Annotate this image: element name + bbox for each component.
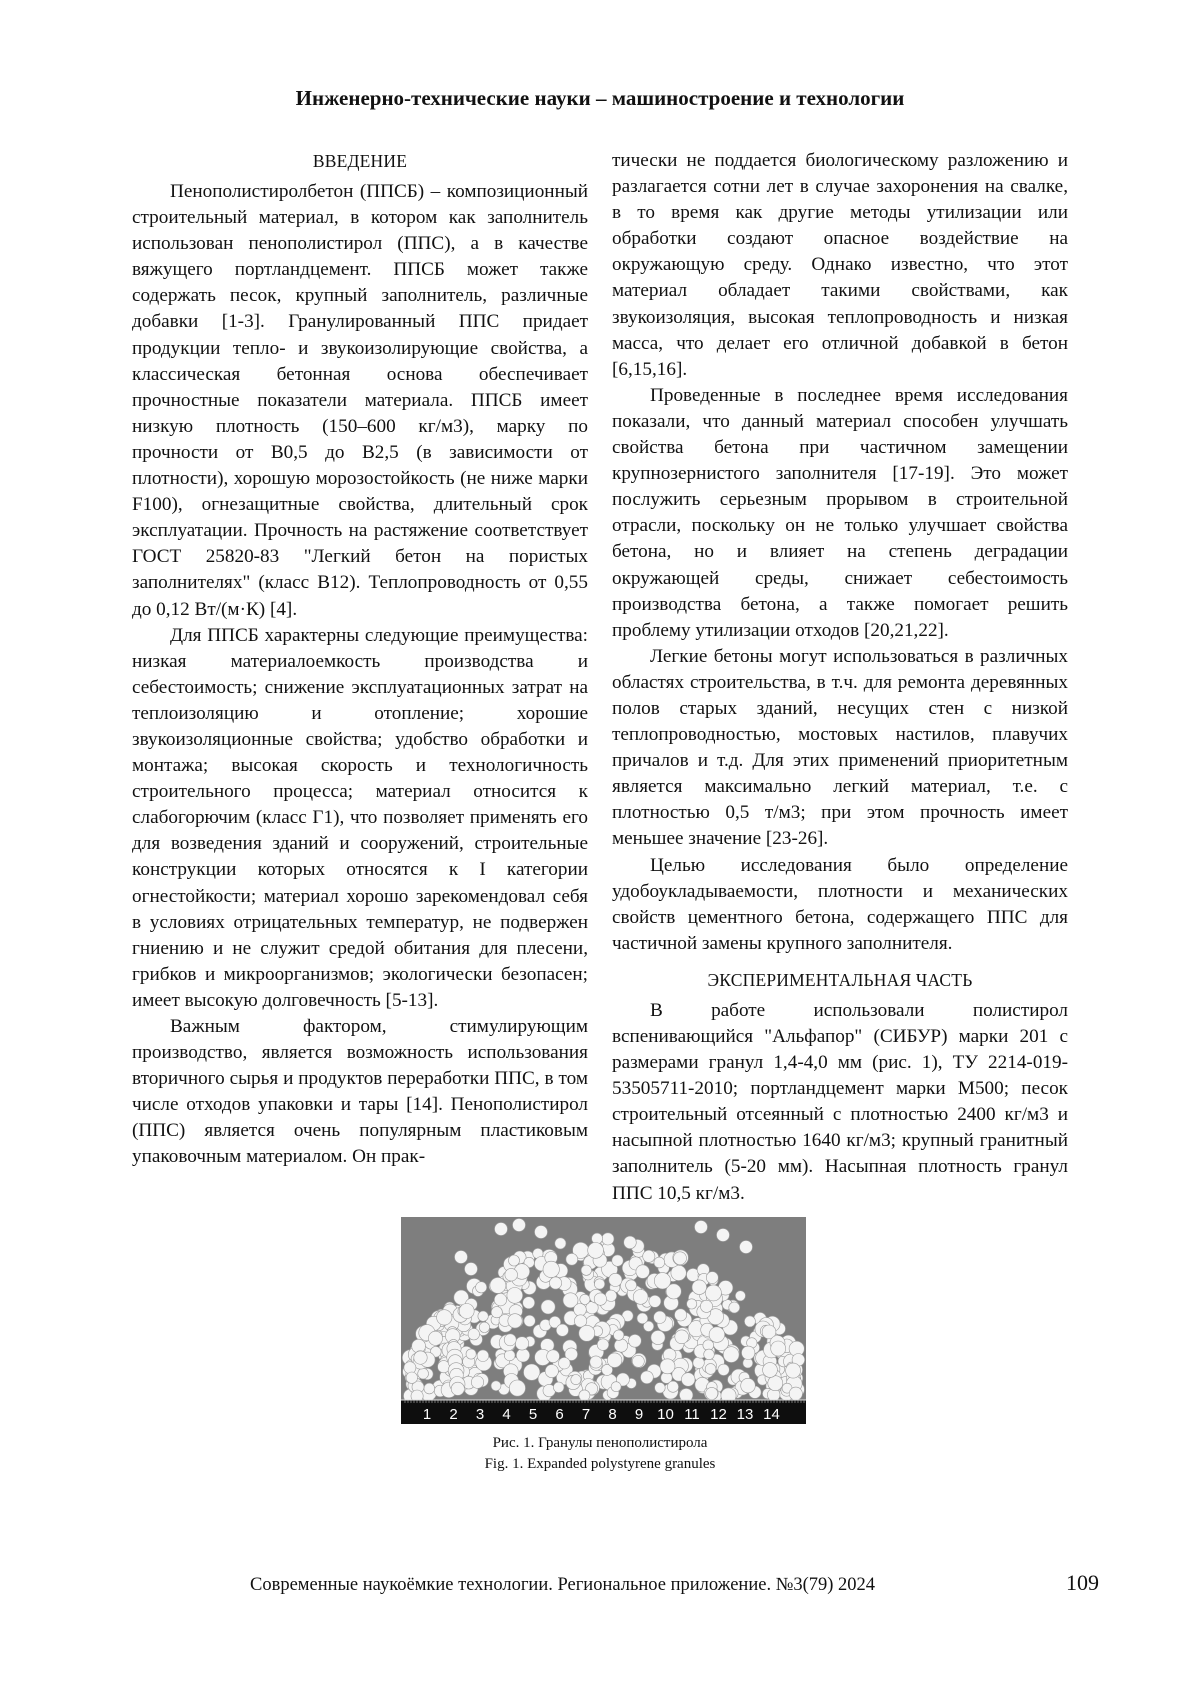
granule [611, 1382, 621, 1392]
granule [509, 1380, 525, 1396]
granule [605, 1290, 616, 1301]
ruler-label: 5 [528, 1406, 538, 1423]
paragraph: Пенополистиролбетон (ППСБ) – композиционный строительный материал, в котором как заполнитель использован пенополистирол (ППС), а в качестве вяжущего портландцемент. ППСБ может также содержать песок, крупный заполнитель, различные добавки [1-3]. Гранулированный ППС придает продукции тепло- и звукоизолирующие свойства, а классическая бетонная основа обеспечивает прочностные показатели материала. ППСБ имеет низкую плотность (150–600 кг/м3), марку по прочности от В0,5 до В2,5 (в зависимости от плотности), хорошую морозостойкость (не ниже марки F100), огнезащитные свойства, длительный срок эксплуатации. Прочность на растяжение соответствует ГОСТ 25820-83 "Легкий бетон на пористых заполнителях" (класс В12). Теплопроводность от 0,55 до 0,12 Вт/(м·К) [4]. [132, 181, 588, 620]
section-heading-introduction: ВВЕДЕНИЕ [312, 151, 408, 171]
granule [588, 1243, 604, 1259]
granule [495, 1223, 508, 1236]
granule [636, 1265, 650, 1279]
granule [643, 1250, 655, 1262]
granule [424, 1383, 435, 1394]
ruler-label: 10 [657, 1406, 674, 1423]
figure-granules-photo [401, 1217, 806, 1424]
granule [695, 1221, 708, 1234]
paragraph: Проведенные в последнее время исследования показали, что данный материал способен улучшать свойства бетона при частичном замещении крупнозернистого заполнителя [17-19]. Это может послужить серьезным прорывом в строительной отрасли, поскольку он не только улучшает свойства бетона, но и влияет на степень деградации окружающей среды, снижает себестоимость производства бетона, а также помогает решить проблему утилизации отходов [20,21,22]. [612, 384, 1068, 641]
granule [651, 1330, 665, 1344]
granule [414, 1351, 427, 1364]
running-title: Инженерно-технические науки – машиностроение и технологии [295, 86, 905, 110]
granule [607, 1353, 622, 1368]
granule [692, 1280, 707, 1295]
granule [735, 1291, 745, 1301]
granule [612, 1255, 623, 1266]
granule [579, 1390, 590, 1401]
granule [566, 1253, 578, 1265]
granule [437, 1310, 452, 1325]
granule [524, 1364, 540, 1380]
granule [545, 1365, 558, 1378]
granule [524, 1315, 535, 1326]
granule [465, 1263, 478, 1276]
granule [687, 1299, 697, 1309]
granule [675, 1309, 687, 1321]
ruler-label: 11 [684, 1406, 700, 1423]
granule [404, 1362, 416, 1374]
granule [476, 1282, 487, 1293]
ruler-label: 4 [502, 1406, 511, 1423]
granule [667, 1381, 678, 1392]
figure-caption-en: Fig. 1. Expanded polystyrene granules [484, 1456, 716, 1472]
granule [768, 1376, 783, 1391]
left-column [132, 148, 588, 1171]
granule [508, 1314, 522, 1328]
granule [479, 1322, 489, 1332]
ruler-label: 14 [763, 1406, 780, 1423]
granule [509, 1255, 520, 1266]
granule [763, 1363, 778, 1378]
paragraph: Легкие бетоны могут использоваться в различных областях строительства, в т.ч. для ремонта деревянных полов старых зданий, несущих стен с низкой теплопроводностью, мостовых настилов, плавучих причалов и т.д. Для этих применений приоритетным является максимально легкий материал, т.е. с плотностью 0,5 т/м3; при этом прочность имеет меньшее значение [23-26]. [612, 645, 1068, 850]
granule [559, 1357, 571, 1369]
granule [553, 1382, 564, 1393]
granule [507, 1288, 523, 1304]
ruler-label: 12 [710, 1406, 727, 1423]
granule [771, 1341, 786, 1356]
granule [535, 1226, 548, 1239]
granule [418, 1368, 429, 1379]
granule [704, 1349, 715, 1360]
paragraph: Для ППСБ характерны следующие преимущества: низкая материалоемкость производства и себестоимость; снижение эксплуатационных затрат на теплоизоляцию и отопление; хорошие звукоизоляционные свойства; удобство обработки и монтажа; высокая скорость и технологичность строительного процесса; материал относится к слабогорючим (класс Г1), что позволяет применять его для возведения зданий и сооружений, строительные конструкции которых относятся к I категории огнестойкости; материал хорошо зарекомендовал себя в условиях отрицательных температур, не подвержен гниению и не служит средой обитания для плесени, грибков и микроорганизмов; экологически безопасен; имеет высокую долговечность [5-13]. [132, 624, 588, 1011]
granule [786, 1363, 801, 1378]
granule [547, 1350, 560, 1363]
granule [723, 1347, 739, 1363]
granule [516, 1349, 529, 1362]
paragraph-continuation: тически не поддается биологическому разложению и разлагается сотни лет в случае захоронения на свалке, в то время как другие методы утилизации или обработки создают опасное воздействие на окружающую среду. Однако известно, что этот материал обладает такими свойствами, как звукоизоляция, высокая теплопроводность и низкая масса, что делает его отличной добавкой в бетон [6,15,16]. [612, 150, 1068, 380]
granule [649, 1295, 661, 1307]
granule [654, 1257, 665, 1268]
ruler-label: 3 [475, 1406, 485, 1423]
granule [594, 1279, 604, 1289]
granule [709, 1327, 725, 1343]
granule [466, 1349, 476, 1359]
granule [741, 1378, 756, 1393]
granule [556, 1324, 568, 1336]
ruler-label: 8 [608, 1406, 617, 1423]
granule [406, 1372, 417, 1383]
granule [580, 1294, 590, 1304]
granule [706, 1387, 718, 1399]
ruler-label: 1 [422, 1406, 432, 1423]
granule [654, 1273, 670, 1289]
granule [633, 1290, 648, 1305]
granule [579, 1325, 595, 1341]
granule [681, 1373, 695, 1387]
page-number: 109 [1066, 1570, 1099, 1595]
granule [660, 1359, 675, 1374]
granule [471, 1376, 483, 1388]
granule [717, 1229, 730, 1242]
granule [451, 1382, 464, 1395]
granule [491, 1307, 502, 1318]
granule [515, 1337, 528, 1350]
granule [571, 1375, 581, 1385]
granule [718, 1364, 729, 1375]
granule [693, 1357, 704, 1368]
granule [581, 1265, 591, 1275]
granule [541, 1300, 555, 1314]
granule [513, 1219, 526, 1232]
granule [543, 1261, 559, 1277]
granule [740, 1241, 753, 1254]
ruler-label: 6 [555, 1406, 564, 1423]
granule [614, 1339, 627, 1352]
granule [550, 1277, 562, 1289]
granule [609, 1273, 622, 1286]
granule [626, 1280, 637, 1291]
granule [478, 1311, 488, 1321]
granule [729, 1302, 740, 1313]
granule [632, 1355, 644, 1367]
paragraph: Важным фактором, стимулирующим производство, является возможность использования вторичного сырья и продуктов переработки ППС, в том числе отходов упаковки и тары [14]. Пенополистирол (ППС) является очень популярным пластиковым упаковочным материалом. Он прак- [132, 1016, 588, 1168]
granule [674, 1252, 687, 1265]
figure-caption-ru: Рис. 1. Гранулы пенополистирола [492, 1435, 708, 1451]
paragraph: Целью исследования было определение удобоукладываемости, плотности и механических свойств цементного бетона, содержащего ППС для частичной замены крупного заполнителя. [612, 854, 1068, 954]
granule [504, 1334, 516, 1346]
ruler-label: 7 [581, 1406, 591, 1423]
granule [597, 1339, 609, 1351]
granule [494, 1294, 506, 1306]
granule [654, 1311, 666, 1323]
granule [675, 1330, 689, 1344]
granule [523, 1297, 535, 1309]
granule [641, 1371, 654, 1384]
section-heading-experimental: ЭКСПЕРИМЕНТАЛЬНАЯ ЧАСТЬ [707, 969, 973, 990]
granule [624, 1236, 637, 1249]
granules-image [401, 1217, 806, 1424]
granule [789, 1387, 802, 1400]
granule [504, 1350, 515, 1361]
granule [455, 1251, 468, 1264]
granule [459, 1304, 474, 1319]
granule [428, 1331, 442, 1345]
granule [505, 1268, 518, 1281]
granule [705, 1285, 721, 1301]
granule [629, 1334, 642, 1347]
ruler-label: 13 [736, 1406, 754, 1423]
granule [706, 1272, 718, 1284]
granule [637, 1313, 648, 1324]
granule [602, 1233, 614, 1245]
ruler-label: 9 [634, 1406, 644, 1423]
granule [590, 1356, 602, 1368]
right-column [612, 148, 1068, 1207]
footer-journal: Современные наукоёмкие технологии. Региональное приложение. №3(79) 2024 [250, 1575, 876, 1595]
granule [614, 1330, 624, 1340]
granule [700, 1300, 712, 1312]
granule [555, 1238, 566, 1249]
granule [655, 1383, 666, 1394]
granule [574, 1304, 587, 1317]
paragraph: В работе использовали полистирол вспенивающийся "Альфапор" (СИБУР) марки 201 с размерами гранул 1,4-4,0 мм (рис. 1), ТУ 2214-019-53505711-2010; портландцемент марки М500; песок строительный отсеянный с плотностью 2400 кг/м3 и насыпной плотностью 1640 кг/м3; крупный гранитный заполнитель (5-20 мм). Насыпная плотность гранул ППС 10,5 кг/м3. [612, 999, 1068, 1204]
granule [490, 1277, 506, 1293]
granule [594, 1293, 606, 1305]
granule [477, 1350, 489, 1362]
granule [744, 1316, 755, 1327]
granule [742, 1346, 755, 1359]
ruler-label: 2 [449, 1406, 458, 1423]
granule [468, 1329, 479, 1340]
granule [491, 1381, 501, 1391]
granule [705, 1364, 716, 1375]
